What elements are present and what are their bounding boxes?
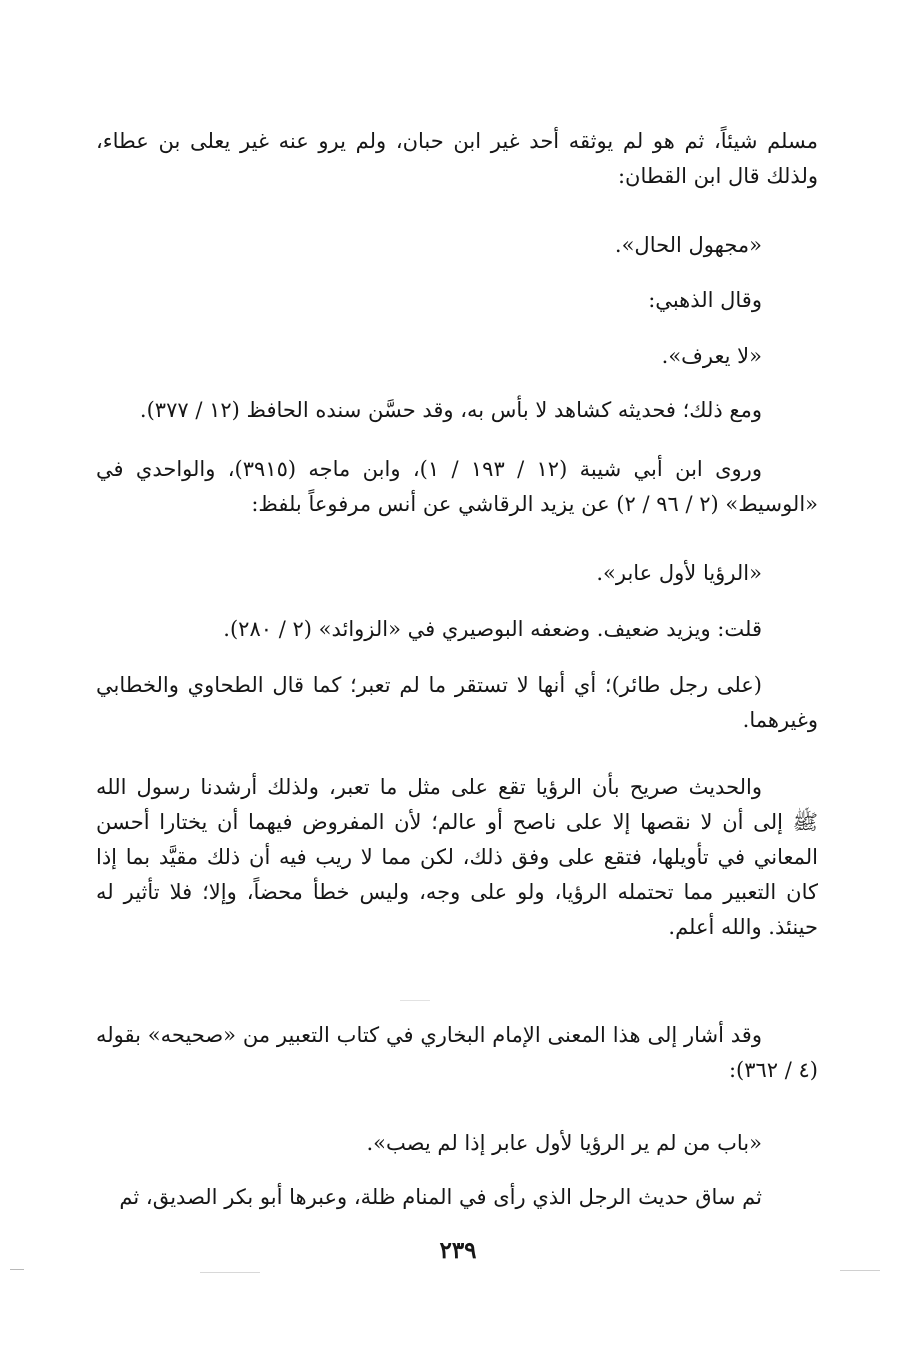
paragraph xyxy=(96,283,818,318)
quotation xyxy=(96,1126,818,1161)
scan-speck xyxy=(840,1270,880,1271)
text-line: كان التعبير مما تحتمله الرؤيا، ولو على وجه، وليس خطأ محضاً، وإلا؛ فلا تأثير له xyxy=(96,880,818,904)
text-line: المعاني في تأويلها، فتقع على وفق ذلك، لكن مما لا ريب فيه أن ذلك مقيَّد بما إذا xyxy=(96,845,818,869)
text-line: «باب من لم ير الرؤيا لأول عابر إذا لم يصب». xyxy=(366,1131,762,1155)
text-line: (على رجل طائر)؛ أي أنها لا تستقر ما لم تعبر؛ كما قال الطحاوي والخطابي xyxy=(96,673,762,697)
paragraph xyxy=(96,770,818,945)
paragraph xyxy=(96,1018,818,1088)
quotation xyxy=(96,228,818,263)
paragraph xyxy=(96,1180,818,1215)
scan-speck xyxy=(400,1000,430,1001)
text-line: «الرؤيا لأول عابر». xyxy=(596,561,762,585)
text-line: ولذلك قال ابن القطان: xyxy=(617,164,818,188)
paragraph xyxy=(96,668,818,738)
paragraph xyxy=(96,452,818,522)
text-line: حينئذ. والله أعلم. xyxy=(668,915,818,939)
text-line: وقال الذهبي: xyxy=(648,288,762,312)
paragraph xyxy=(96,393,818,428)
text-line: «لا يعرف». xyxy=(661,344,762,368)
paragraph-continuation xyxy=(96,124,818,194)
quotation xyxy=(96,556,818,591)
text-line: «مجهول الحال». xyxy=(614,233,762,257)
text-line: «الوسيط» (٢ / ٩٦ / ٢) عن يزيد الرقاشي عن أنس مرفوعاً بلفظ: xyxy=(251,492,818,516)
text-line: مسلم شيئاً، ثم هو لم يوثقه أحد غير ابن حبان، ولم يرو عنه غير يعلى بن عطاء، xyxy=(96,129,818,153)
text-line: قلت: ويزيد ضعيف. وضعفه البوصيري في «الزوائد» (٢ / ٢٨٠). xyxy=(223,617,762,641)
text-line: والحديث صريح بأن الرؤيا تقع على مثل ما تعبر، ولذلك أرشدنا رسول الله xyxy=(96,775,762,799)
page-number: ٢٣٩ xyxy=(439,1237,477,1264)
text-line: ومع ذلك؛ فحديثه كشاهد لا بأس به، وقد حسَّن سنده الحافظ (١٢ / ٣٧٧). xyxy=(139,398,762,422)
text-line: ﷺ إلى أن لا نقصها إلا على ناصح أو عالم؛ لأن المفروض فيهما أن يختارا أحسن xyxy=(96,810,818,834)
scan-speck xyxy=(10,1269,24,1270)
text-line: ثم ساق حديث الرجل الذي رأى في المنام ظلة، وعبرها أبو بكر الصديق، ثم xyxy=(119,1185,762,1209)
scan-speck xyxy=(200,1272,260,1273)
text-line: (٤ / ٣٦٢): xyxy=(728,1058,818,1082)
paragraph xyxy=(96,612,818,647)
text-line: وغيرهما. xyxy=(742,708,818,732)
text-line: وقد أشار إلى هذا المعنى الإمام البخاري في كتاب التعبير من «صحيحه» بقوله xyxy=(96,1023,762,1047)
quotation xyxy=(96,339,818,374)
text-line: وروى ابن أبي شيبة (١٢ / ١٩٣ / ١)، وابن ماجه (٣٩١٥)، والواحدي في xyxy=(96,457,762,481)
